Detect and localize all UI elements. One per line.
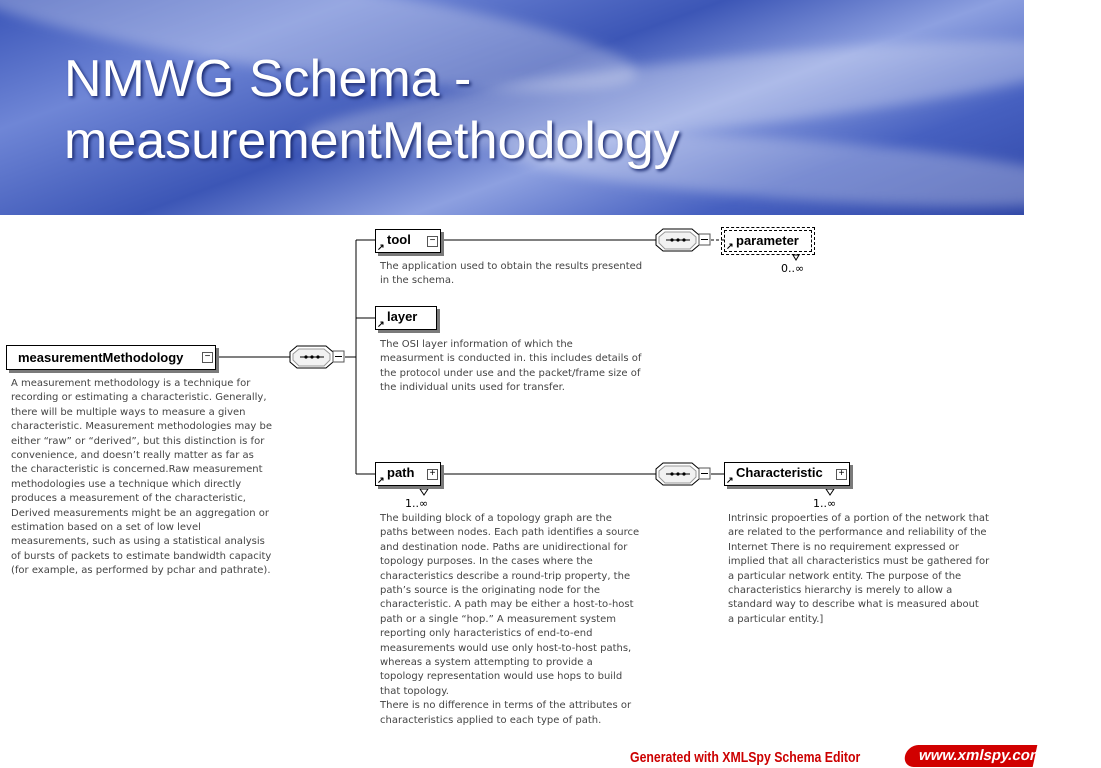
sequence-compositor xyxy=(290,346,344,368)
reference-arrow-icon: ↗ xyxy=(377,242,385,252)
node-label: measurementMethodology xyxy=(18,350,184,365)
node-description-measurementMethodology: A measurement methodology is a technique for recording or estimating a characteristic. Generally, there will be multiple ways to measure a given characteristic. Measurement methodologies may be either “raw” or “derived”, but this distinction is for convenience, and doesn’t really matter as far as the characteristic is concerned.Raw measurement methodologies use a technique which directly produces a measurement of the characteristic, Derived measurements might be an aggregation or estimation based on a set of low level measurements, such as using a statistical analysis of bursts of packets to estimate bandwidth capacity (for example, as performed by pchar and pathrate). xyxy=(11,378,273,577)
sequence-compositor xyxy=(656,229,710,251)
schema-node-path[interactable] xyxy=(375,462,441,486)
node-description-tool: The application used to obtain the results presented in the schema. xyxy=(380,261,643,287)
sequence-compositor xyxy=(656,463,710,485)
generated-with-label: Generated with XMLSpy Schema Editor xyxy=(630,749,861,766)
schema-node-characteristic[interactable] xyxy=(724,462,850,486)
node-label: path xyxy=(387,465,415,480)
expand-toggle[interactable]: + xyxy=(427,469,438,480)
reference-arrow-icon: ↗ xyxy=(726,241,734,251)
slide-title-line2: measurementMethodology xyxy=(64,112,680,170)
reference-arrow-icon: ↗ xyxy=(377,319,385,329)
cardinality-path: 1..∞ xyxy=(405,497,429,510)
cardinality-parameter: 0..∞ xyxy=(781,262,805,275)
collapse-toggle[interactable]: − xyxy=(427,236,438,247)
cardinality-characteristic: 1..∞ xyxy=(813,497,837,510)
multiplicity-caret xyxy=(826,489,834,495)
collapse-toggle[interactable]: − xyxy=(202,352,213,363)
node-description-path: The building block of a topology graph are the paths between nodes. Each path identifies a source and destination node. Paths are unidirectional for topology purposes. In the cases where the characteristics describe a round-trip property, the path’s source is the originating node for the characteristic. A path may be either a host-to-host path or a single “hop.” A measurement system reporting only haracteristics of end-to-end measurements would use only host-to-host paths, whereas a system attempting to provide a topology representation would use hops to build that topology. There is no difference in terms of the attributes or characteristics applied to each type of path. xyxy=(380,513,640,726)
node-label: parameter xyxy=(736,233,799,248)
schema-node-measurementMethodology[interactable] xyxy=(6,345,216,370)
schema-node-parameter[interactable] xyxy=(724,230,812,252)
schema-node-tool[interactable] xyxy=(375,229,441,253)
multiplicity-caret xyxy=(793,255,799,260)
node-label: Characteristic xyxy=(736,465,823,480)
reference-arrow-icon: ↗ xyxy=(377,475,385,485)
node-description-layer: The OSI layer information of which the measurment is conducted in. this includes details of the protocol under use and the packet/frame size of the individual units used for transfer. xyxy=(380,339,642,394)
schema-node-layer[interactable] xyxy=(375,306,437,330)
reference-arrow-icon: ↗ xyxy=(726,475,734,485)
node-description-characteristic: Intrinsic propoerties of a portion of the network that are related to the performance and reliability of the Internet There is no requirement expressed or implied that all characteristics must be gathered for a particular network entity. The purpose of the characteristics hierarchy is merely to allow a standard way to describe what is measured about a particular entity.] xyxy=(728,513,990,625)
node-label: layer xyxy=(387,309,418,324)
expand-toggle[interactable]: + xyxy=(836,469,847,480)
slide-title-line1: NMWG Schema - xyxy=(64,50,472,108)
node-label: tool xyxy=(387,232,411,247)
xmlspy-url-link[interactable]: www.xmlspy.com xyxy=(903,745,1038,767)
multiplicity-caret xyxy=(420,489,428,495)
